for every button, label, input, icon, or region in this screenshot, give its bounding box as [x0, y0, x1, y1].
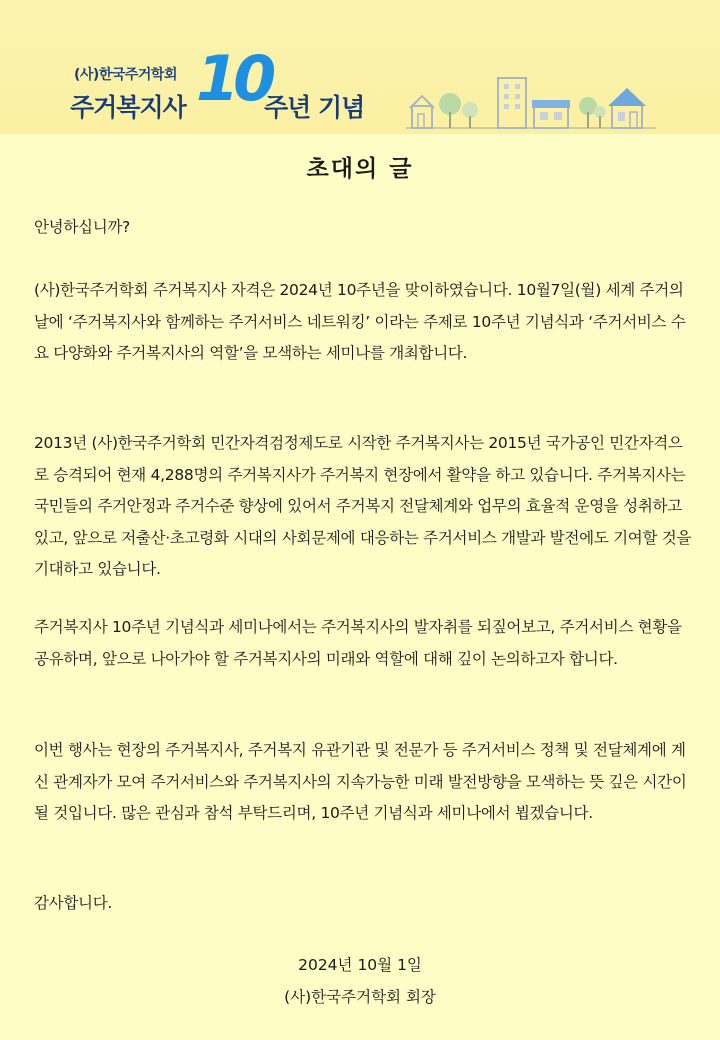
tree-icon — [439, 93, 461, 128]
banner-anniversary-label: 주년 기념 — [264, 93, 365, 122]
town-skyline-illustration — [406, 72, 656, 130]
closing-text: 감사합니다. — [34, 894, 112, 912]
building-icon — [498, 78, 526, 128]
banner-anniversary-number: 10 — [196, 42, 271, 115]
house-icon — [410, 96, 434, 128]
body-paragraph-1: (사)한국주거학회 주거복지사 자격은 2024년 10주년을 맞이하였습니다. 10월7일(월) 세계 주거의 날에 ‘주거복지사와 함께하는 주거서비스 네트워킹’ 이라는 주제로 10주년 기념식과 ‘주거서비스 수요 다양화와 주거복지사의 역할’을 모색하는 세미나를 개최합니다. — [34, 281, 686, 362]
body-paragraph-4: 이번 행사는 현장의 주거복지사, 주거복지 유관기관 및 전문가 등 주거서비스 정책 및 전달체계에 계신 관계자가 모여 주거서비스와 주거복지사의 지속가능한 미래 발전방향을 모색하는 뜻 깊은 시간이 될 것입니다. 많은 관심과 참석 부탁드리며, 10주년 기념식과 세미나에서 뵙겠습니다. — [34, 741, 687, 822]
tree-icon — [462, 102, 478, 128]
banner-title: 주거복지사 — [70, 93, 186, 122]
greeting-text: 안녕하십니까? — [34, 218, 130, 236]
header-banner — [0, 0, 720, 134]
body-paragraph-3: 주거복지사 10주년 기념식과 세미나에서는 주거복지사의 발자취를 되짚어보고, 주거서비스 현황을 공유하며, 앞으로 나아가야 할 주거복지사의 미래와 역할에 대해 깊이 논의하고자 합니다. — [34, 618, 682, 668]
house-icon — [608, 88, 646, 128]
document-title: 초대의 글 — [306, 156, 414, 182]
banner-org-name: (사)한국주거학회 — [74, 67, 177, 83]
body-paragraph-2: 2013년 (사)한국주거학회 민간자격검정제도로 시작한 주거복지사는 2015년 국가공인 민간자격으로 승격되어 현재 4,288명의 주거복지사가 주거복지 현장에서 활약을 하고 있습니다. 주거복지사는 국민들의 주거안정과 주거수준 향상에 있어서 주거복지 전달체계와 업무의 효율적 운영을 성취하고 있고, 앞으로 저출산·초고령화 시대의 사회문제에 대응하는 주거서비스 개발과 발전에도 기여할 것을 기대하고 있습니다. — [34, 434, 692, 578]
letter-signature: (사)한국주거학회 회장 — [284, 988, 436, 1006]
shop-icon — [532, 100, 570, 128]
letter-date: 2024년 10월 1일 — [298, 956, 422, 974]
tree-icon — [594, 106, 606, 128]
